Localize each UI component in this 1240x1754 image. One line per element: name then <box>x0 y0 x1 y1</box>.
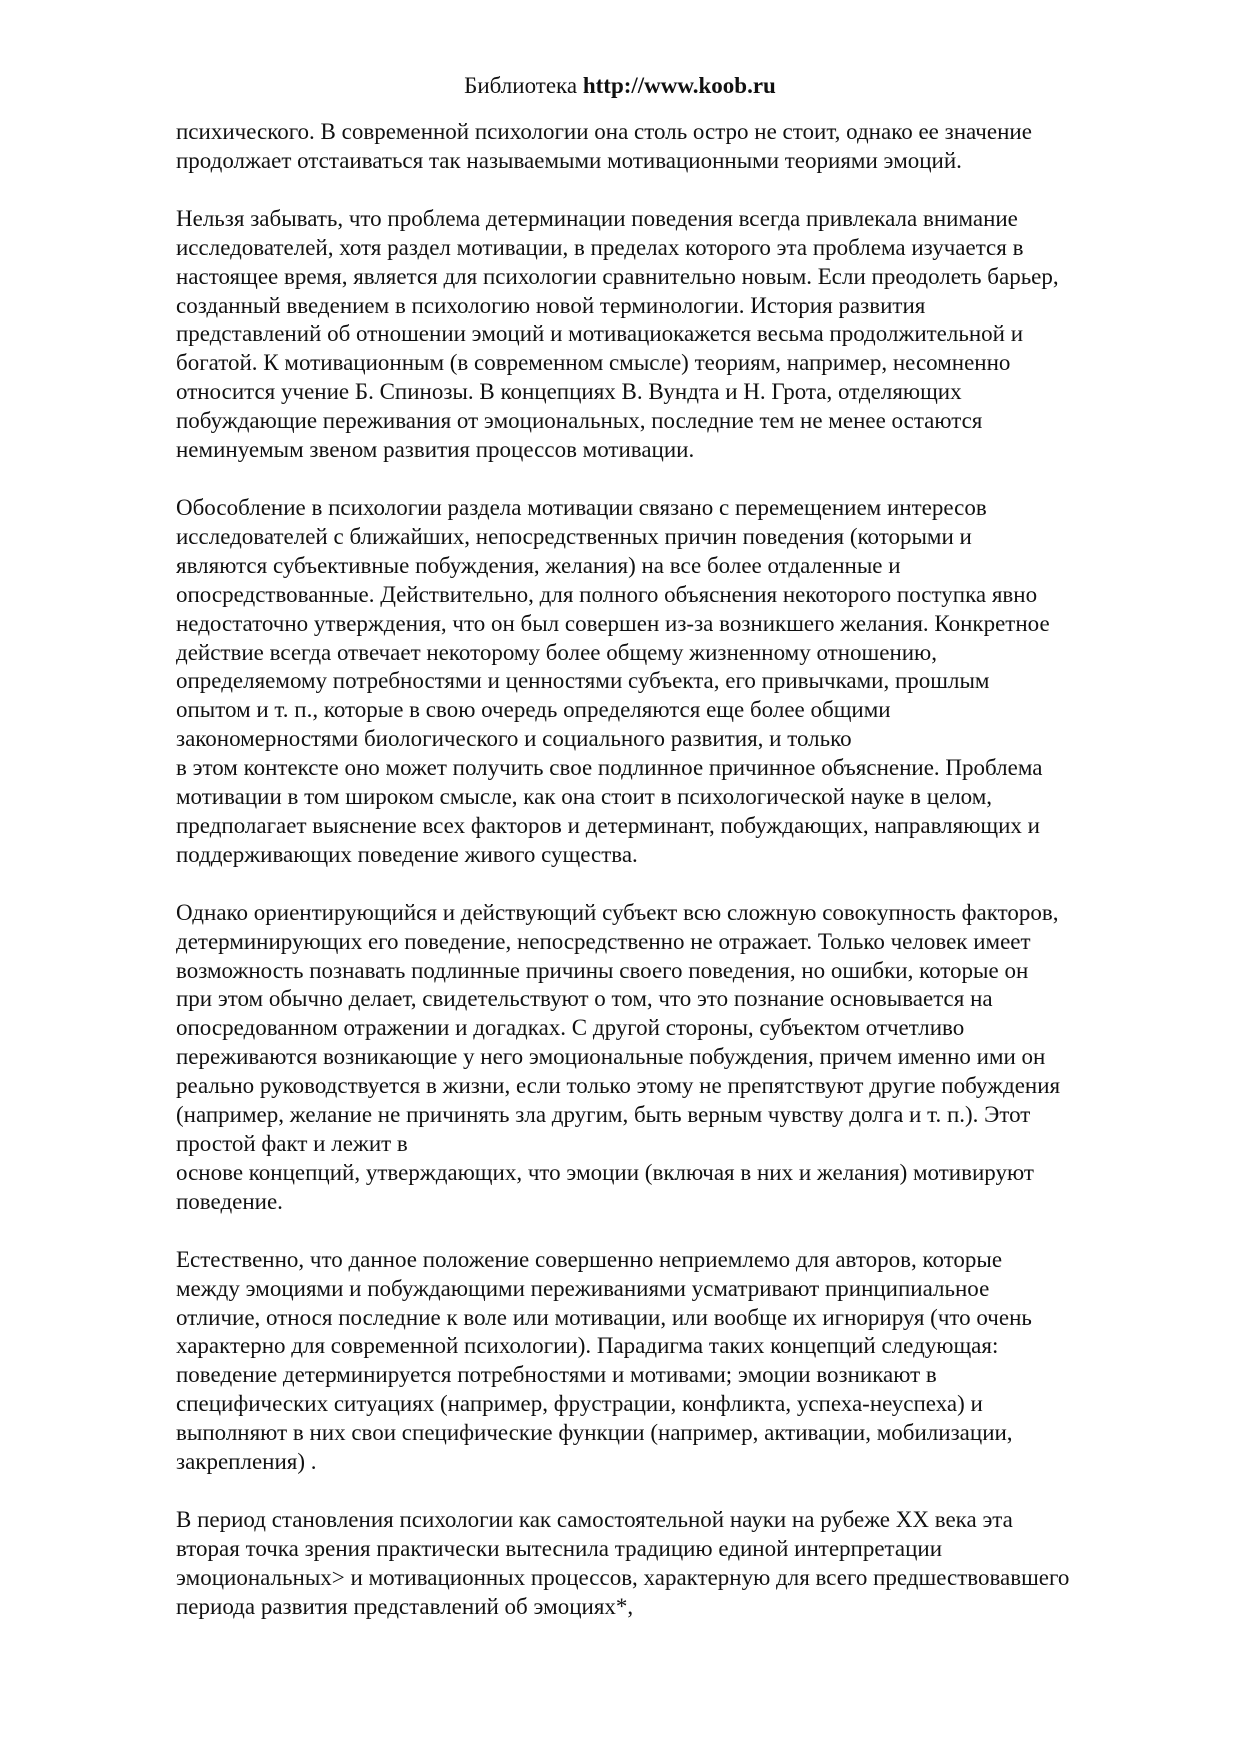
text-line: опосредованном отражении и догадках. С другой стороны, субъектом отчетливо <box>176 1015 965 1041</box>
text-line: исследователей, хотя раздел мотивации, в пределах которого эта проблема изучается в <box>176 234 1024 260</box>
page-header <box>0 72 1240 100</box>
text-line: созданный введением в психологию новой терминологии. История развития <box>176 292 926 318</box>
paragraph <box>176 118 1166 176</box>
paragraph <box>176 1246 1166 1477</box>
text-line: Однако ориентирующийся и действующий субъект всю сложную совокупность факторов, <box>176 899 1059 925</box>
text-line: основе концепций, утверждающих, что эмоции (включая в них и желания) мотивируют <box>176 1159 1034 1185</box>
text-line: психического. В современной психологии она столь остро не стоит, однако ее значение <box>176 119 1032 144</box>
text-line: закрепления) . <box>176 1449 317 1475</box>
text-line: побуждающие переживания от эмоциональных, последние тем не менее остаются <box>176 408 983 434</box>
text-line: между эмоциями и побуждающими переживаниями усматривают принципиальное <box>176 1275 990 1301</box>
text-line: являются субъективные побуждения, желания) на все более отдаленные и <box>176 552 901 578</box>
text-line: в этом контексте оно может получить свое подлинное причинное объяснение. Проблема <box>176 755 1043 781</box>
text-line: периода развития представлений об эмоциях*, <box>176 1593 634 1619</box>
paragraph <box>176 899 1166 1217</box>
library-label: Библиотека <box>464 73 578 98</box>
text-line: Обособление в психологии раздела мотивации связано с перемещением интересов <box>176 494 987 520</box>
text-line: простой факт и лежит в <box>176 1131 408 1156</box>
document-body <box>176 118 1166 1651</box>
text-line: детерминирующих его поведение, непосредственно не отражает. Только человек имеет <box>176 928 1031 954</box>
text-line: возможность познавать подлинные причины своего поведения, но ошибки, которые он <box>176 957 1029 983</box>
text-line: закономерностями биологического и социального развития, и только <box>176 726 852 752</box>
text-line: Нельзя забывать, что проблема детерминации поведения всегда привлекала внимание <box>176 205 1018 231</box>
text-line: отличие, относя последние к воле или мотивации, или вообще их игнорируя (что очень <box>176 1304 1032 1330</box>
library-url-link[interactable]: http://www.koob.ru <box>582 73 776 98</box>
text-line: исследователей с ближайших, непосредственных причин поведения (которыми и <box>176 523 972 549</box>
text-line: Естественно, что данное положение совершенно неприемлемо для авторов, которые <box>176 1246 1003 1272</box>
text-line: опосредствованные. Действительно, для полного объяснения некоторого поступка явно <box>176 581 1038 607</box>
text-line: выполняют в них свои специфические функции (например, активации, мобилизации, <box>176 1420 1013 1446</box>
text-line: (например, желание не причинять зла другим, быть верным чувству долга и т. п.). Этот <box>176 1102 1031 1128</box>
text-line: при этом обычно делает, свидетельствуют о том, что это познание основывается на <box>176 986 993 1012</box>
text-line: В период становления психологии как самостоятельной науки на рубеже XX века эта <box>176 1506 1013 1532</box>
paragraph <box>176 205 1166 465</box>
text-line: эмоциональных> и мотивационных процессов, характерную для всего предшествовавшего <box>176 1564 1070 1590</box>
text-line: настоящее время, является для психологии сравнительно новым. Если преодолеть барьер, <box>176 263 1059 289</box>
paragraph <box>176 1506 1166 1622</box>
text-line: поведение. <box>176 1188 283 1214</box>
text-line: продолжает отстаиваться так называемыми мотивационными теориями эмоций. <box>176 147 962 173</box>
text-line: представлений об отношении эмоций и мотивациокажется весьма продолжительной и <box>176 321 1024 347</box>
paragraph <box>176 494 1166 870</box>
text-line: специфических ситуациях (например, фрустрации, конфликта, успеха-неуспеха) и <box>176 1391 983 1417</box>
text-line: вторая точка зрения практически вытеснила традицию единой интерпретации <box>176 1535 943 1561</box>
text-line: переживаются возникающие у него эмоциональные побуждения, причем именно ими он <box>176 1044 1046 1070</box>
text-line: относится учение Б. Спинозы. В концепциях В. Вундта и Н. Грота, отделяющих <box>176 379 962 405</box>
text-line: характерно для современной психологии). Парадигма таких концепций следующая: <box>176 1333 999 1359</box>
text-line: опытом и т. п., которые в свою очередь определяются еще более общими <box>176 697 891 723</box>
text-line: неминуемым звеном развития процессов мотивации. <box>176 437 695 463</box>
text-line: реально руководствуется в жизни, если только этому не препятствуют другие побуждения <box>176 1073 1061 1099</box>
text-line: предполагает выяснение всех факторов и детерминант, побуждающих, направляющих и <box>176 812 1040 838</box>
text-line: поведение детерминируется потребностями и мотивами; эмоции возникают в <box>176 1362 937 1388</box>
text-line: действие всегда отвечает некоторому более общему жизненному отношению, <box>176 639 937 665</box>
text-line: поддерживающих поведение живого существа. <box>176 841 638 867</box>
text-line: богатой. К мотивационным (в современном смысле) теориям, например, несомненно <box>176 350 1011 376</box>
text-line: недостаточно утверждения, что он был совершен из-за возникшего желания. Конкретное <box>176 610 1050 636</box>
text-line: мотивации в том широком смысле, как она стоит в психологической науке в целом, <box>176 784 993 810</box>
text-line: определяемому потребностями и ценностями субъекта, его привычками, прошлым <box>176 668 990 694</box>
